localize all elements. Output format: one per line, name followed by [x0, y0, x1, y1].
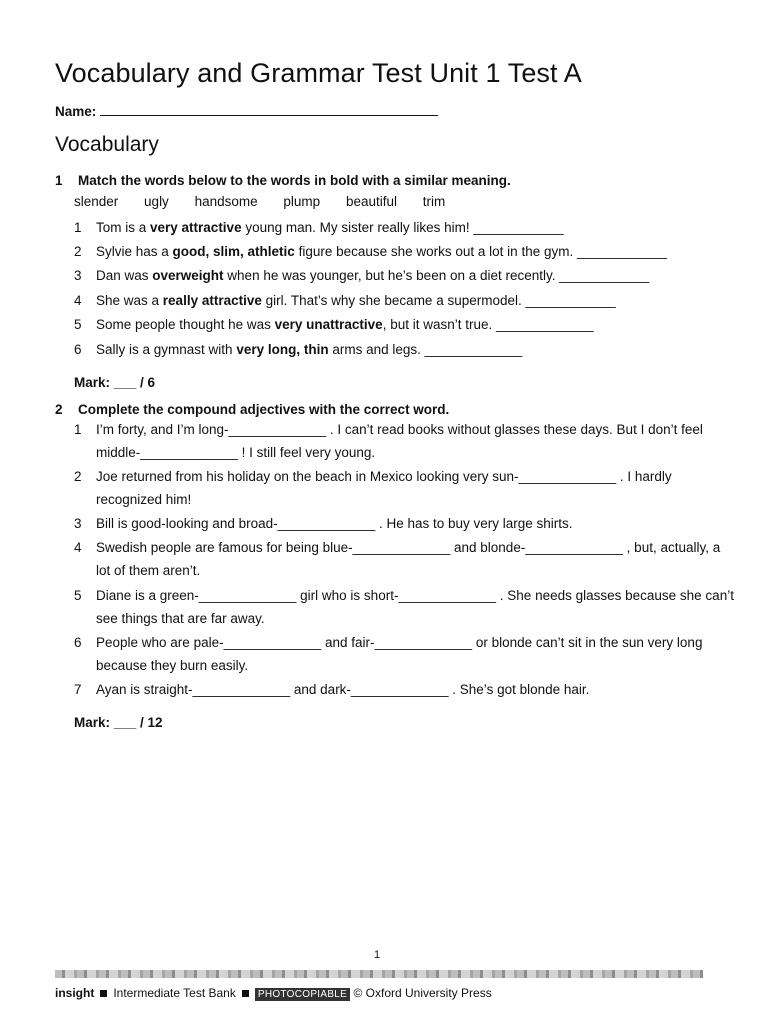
- name-row: [55, 103, 438, 119]
- word-bank-item: slender: [74, 194, 119, 209]
- square-bullet-icon: [100, 990, 107, 997]
- q1-item: [74, 240, 734, 263]
- item-bold-text: very long, thin: [236, 342, 329, 357]
- footer-publisher: © Oxford University Press: [353, 986, 492, 1000]
- word-bank-item: plump: [283, 194, 321, 209]
- item-number: 6: [74, 342, 82, 357]
- item-number: 5: [74, 317, 82, 332]
- page-title: Vocabulary and Grammar Test Unit 1 Test A: [55, 58, 582, 88]
- item-number: 4: [74, 293, 82, 308]
- item-number: 1: [74, 220, 82, 235]
- item-text: girl. That’s why she became a supermodel. ____________: [261, 293, 616, 308]
- footer-series: Intermediate Test Bank: [113, 986, 236, 1000]
- item-text: Sally is a gymnast with: [96, 342, 237, 357]
- item-number: 7: [74, 682, 82, 697]
- q1-item: [74, 216, 734, 239]
- item-bold-text: overweight: [152, 268, 224, 283]
- item-text: young man. My sister really likes him! ____________: [241, 220, 564, 235]
- item-bold-text: very attractive: [150, 220, 242, 235]
- item-text: when he was younger, but he’s been on a diet recently. ____________: [223, 268, 650, 283]
- item-text: Sylvie has a: [96, 244, 173, 259]
- photocopiable-badge: PHOTOCOPIABLE: [255, 988, 350, 1001]
- section-heading: Vocabulary: [55, 133, 159, 156]
- question-text: Complete the compound adjectives with the correct word.: [78, 402, 450, 417]
- question-text: Match the words below to the words in bold with a similar meaning.: [78, 173, 511, 188]
- word-bank-item: beautiful: [345, 194, 397, 209]
- item-text: arms and legs. _____________: [328, 342, 523, 357]
- q2-item: [74, 465, 734, 511]
- item-text: Swedish people are famous for being blue-_____________ and blonde-_____________ , but, actually, a lot of them aren’t.: [96, 540, 721, 578]
- item-number: 2: [74, 244, 82, 259]
- item-text: figure because she works out a lot in the gym. ____________: [294, 244, 668, 259]
- q2-item: [74, 512, 734, 535]
- q2-item: [74, 678, 734, 701]
- item-text: Joe returned from his holiday on the beach in Mexico looking very sun-_____________ . I hardly recognized him!: [96, 469, 672, 507]
- item-text: Dan was: [96, 268, 153, 283]
- item-number: 6: [74, 635, 82, 650]
- name-label: Name:: [55, 104, 97, 119]
- item-text: People who are pale-_____________ and fair-_____________ or blonde can’t sit in the sun very long because they burn easily.: [96, 635, 703, 673]
- item-text: , but it wasn’t true. _____________: [382, 317, 594, 332]
- item-number: 3: [74, 516, 82, 531]
- q1-item: [74, 338, 734, 361]
- word-bank-item: ugly: [144, 194, 169, 209]
- q2-item: [74, 418, 734, 464]
- question-number: 2: [55, 402, 63, 417]
- name-line: [100, 103, 438, 116]
- item-number: 1: [74, 422, 82, 437]
- question-2-heading: [55, 402, 449, 417]
- word-bank-item: trim: [422, 194, 446, 209]
- q2-item: [74, 584, 734, 630]
- item-number: 2: [74, 469, 82, 484]
- item-bold-text: very unattractive: [274, 317, 383, 332]
- q2-item: [74, 631, 734, 677]
- item-bold-text: really attractive: [162, 293, 262, 308]
- question-1-heading: [55, 173, 511, 188]
- item-text: Some people thought he was: [96, 317, 275, 332]
- item-number: 3: [74, 268, 82, 283]
- item-number: 4: [74, 540, 82, 555]
- q1-item: [74, 289, 734, 312]
- q1-item: [74, 264, 734, 287]
- q2-mark: Mark: ___ / 12: [74, 715, 163, 730]
- item-text: I’m forty, and I’m long-_____________ . I can’t read books without glasses these days. But I don’t feel middle-_____________ ! I still feel very young.: [96, 422, 703, 460]
- page-number: 1: [374, 949, 381, 961]
- q1-item: [74, 313, 734, 336]
- footer-brand: insight: [55, 986, 95, 1000]
- q2-item: [74, 536, 734, 582]
- item-text: Tom is a: [96, 220, 151, 235]
- word-bank: [74, 194, 467, 209]
- item-number: 5: [74, 588, 82, 603]
- q1-mark: Mark: ___ / 6: [74, 375, 156, 390]
- footer: [55, 986, 492, 1000]
- word-bank-item: handsome: [194, 194, 258, 209]
- item-text: She was a: [96, 293, 163, 308]
- question-number: 1: [55, 173, 63, 188]
- item-text: Ayan is straight-_____________ and dark-_____________ . She’s got blonde hair.: [96, 682, 590, 697]
- item-text: Diane is a green-_____________ girl who is short-_____________ . She needs glasses because she can’t see things that are far away.: [96, 588, 734, 626]
- footer-decorative-band: [55, 970, 703, 978]
- item-bold-text: good, slim, athletic: [172, 244, 295, 259]
- item-text: Bill is good-looking and broad-_____________ . He has to buy very large shirts.: [96, 516, 573, 531]
- square-bullet-icon: [242, 990, 249, 997]
